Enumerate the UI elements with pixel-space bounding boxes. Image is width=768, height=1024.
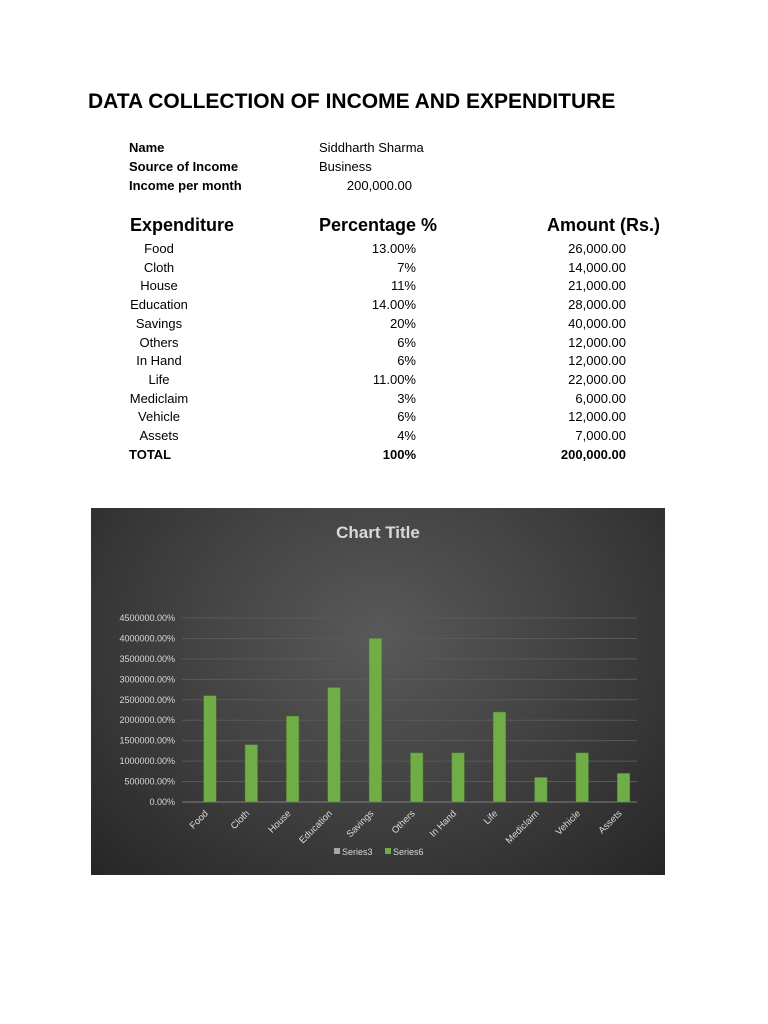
expenditure-percentage: 7%: [397, 259, 416, 275]
table-row: [0, 353, 768, 372]
bar-series6: [245, 745, 258, 802]
x-tick-label: Life: [481, 808, 501, 827]
expenditure-percentage: 20%: [389, 315, 416, 331]
expenditure-amount: 6,000.00: [575, 390, 626, 406]
table-total-row: [0, 447, 768, 466]
table-row: [0, 409, 768, 428]
x-tick-label: Vehicle: [553, 808, 584, 838]
x-tick-label: Assets: [596, 808, 625, 837]
expenditure-chart: [91, 508, 665, 875]
table-row: [0, 391, 768, 410]
page-title: DATA COLLECTION OF INCOME AND EXPENDITURE: [88, 90, 616, 113]
table-row: [0, 316, 768, 335]
expenditure-name: Food: [144, 241, 174, 256]
info-value: Siddharth Sharma: [319, 140, 424, 155]
bar-series6: [576, 753, 589, 802]
expenditure-percentage: 13.00%: [371, 241, 416, 256]
legend-swatch-series3: [334, 848, 340, 854]
expenditure-name: Assets: [139, 428, 179, 443]
expenditure-amount: 22,000.00: [568, 371, 626, 387]
chart-title: Chart Title: [336, 523, 420, 542]
x-tick-label: Food: [187, 808, 211, 832]
expenditure-name: TOTAL: [129, 446, 172, 462]
y-tick-label: 4500000.00%: [119, 613, 175, 623]
bar-series6: [369, 638, 382, 802]
table-row: [0, 335, 768, 354]
bar-series6: [328, 688, 341, 802]
expenditure-amount: 21,000.00: [568, 278, 626, 294]
table-row: [0, 278, 768, 297]
expenditure-percentage: 11.00%: [372, 371, 416, 387]
expenditure-amount: 14,000.00: [568, 259, 626, 275]
table-row: [0, 372, 768, 391]
expenditure-name: House: [140, 278, 178, 294]
header-amount: Amount (Rs.): [547, 215, 660, 235]
expenditure-amount: 12,000.00: [568, 334, 626, 350]
bar-series6: [452, 753, 465, 802]
legend-swatch-series6: [385, 848, 391, 854]
info-label: Source of Income: [129, 159, 239, 174]
table-row: [0, 428, 768, 447]
expenditure-name: Others: [139, 334, 179, 350]
table-row: [0, 297, 768, 316]
legend-label-series6: Series6: [393, 847, 424, 857]
expenditure-name: Life: [148, 371, 170, 387]
info-label: Income per month: [129, 178, 242, 193]
y-tick-label: 0.00%: [149, 797, 175, 807]
x-tick-label: Mediclaim: [503, 808, 542, 847]
y-tick-label: 500000.00%: [124, 776, 175, 787]
expenditure-amount: 26,000.00: [568, 241, 626, 256]
x-tick-label: Cloth: [228, 808, 253, 832]
x-tick-label: Others: [389, 808, 418, 837]
y-tick-label: 3500000.00%: [119, 653, 175, 664]
header-expenditure: Expenditure: [130, 215, 235, 235]
expenditure-name: Cloth: [143, 259, 175, 275]
table-row: [0, 241, 768, 260]
y-tick-label: 1000000.00%: [119, 756, 175, 767]
bar-series6: [286, 716, 299, 802]
expenditure-amount: 200,000.00: [560, 446, 626, 462]
header-percentage: Percentage %: [319, 215, 438, 235]
y-tick-label: 1500000.00%: [119, 735, 175, 746]
expenditure-name: Education: [130, 297, 188, 313]
expenditure-percentage: 6%: [397, 409, 416, 425]
expenditure-amount: 40,000.00: [568, 315, 626, 331]
legend-label-series3: Series3: [342, 847, 373, 857]
expenditure-amount: 12,000.00: [568, 409, 626, 425]
expenditure-name: In Hand: [136, 353, 182, 369]
expenditure-percentage: 4%: [397, 428, 416, 443]
table-row: [0, 260, 768, 279]
info-value: Business: [319, 159, 372, 174]
expenditure-amount: 28,000.00: [568, 297, 626, 313]
info-value: 200,000.00: [346, 178, 412, 193]
bar-series6: [493, 712, 506, 802]
x-tick-label: House: [266, 808, 294, 836]
expenditure-name: Vehicle: [138, 409, 180, 425]
bar-series6: [617, 773, 630, 802]
info-label: Name: [129, 140, 165, 155]
expenditure-percentage: 6%: [397, 353, 416, 369]
y-tick-label: 4000000.00%: [119, 633, 175, 644]
expenditure-amount: 7,000.00: [575, 428, 626, 443]
x-tick-label: In Hand: [427, 808, 459, 840]
expenditure-percentage: 3%: [397, 390, 416, 406]
x-tick-label: Education: [297, 808, 335, 847]
y-tick-label: 2500000.00%: [119, 694, 175, 705]
expenditure-percentage: 11%: [390, 278, 416, 294]
x-tick-label: Savings: [344, 808, 377, 841]
y-tick-label: 3000000.00%: [119, 674, 175, 685]
expenditure-percentage: 6%: [397, 334, 416, 350]
expenditure-percentage: 14.00%: [371, 297, 416, 313]
expenditure-name: Savings: [135, 315, 183, 331]
expenditure-percentage: 100%: [382, 446, 416, 462]
y-tick-label: 2000000.00%: [119, 715, 175, 726]
bar-series6: [535, 777, 548, 802]
bar-series6: [204, 696, 217, 802]
expenditure-name: Mediclaim: [129, 390, 189, 406]
expenditure-amount: 12,000.00: [568, 353, 626, 369]
bar-series6: [411, 753, 424, 802]
chart-svg: [91, 508, 665, 875]
